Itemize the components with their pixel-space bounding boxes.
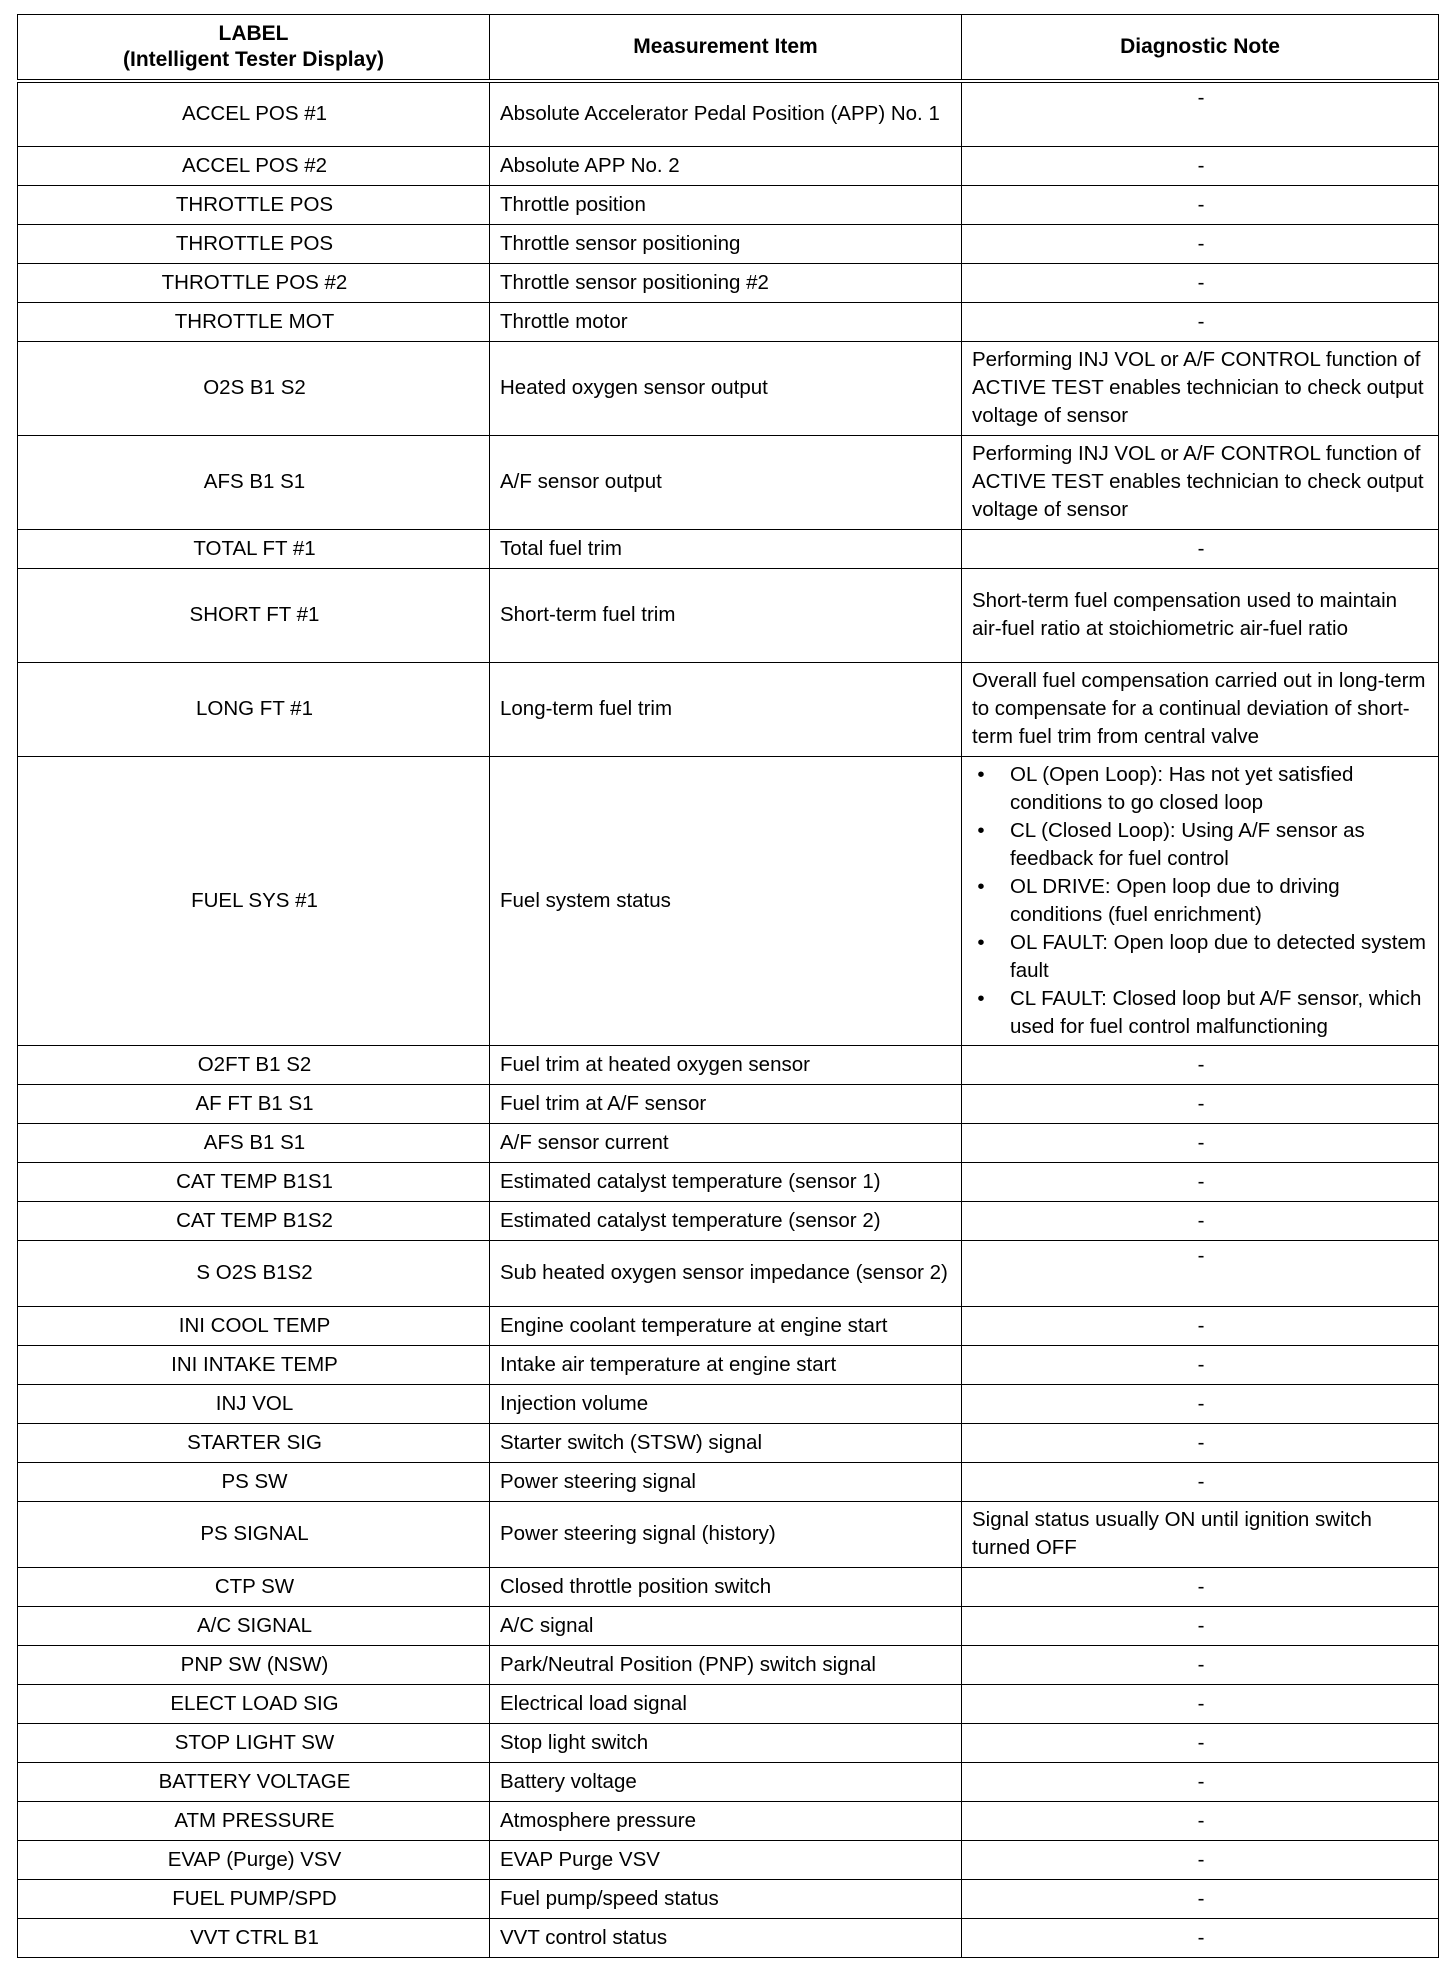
row-diagnostic-note: - bbox=[962, 1724, 1439, 1763]
row-measurement-item: Short-term fuel trim bbox=[490, 569, 962, 663]
bullet-icon: • bbox=[977, 874, 985, 898]
table-row bbox=[18, 1919, 1439, 1958]
row-diagnostic-note: - bbox=[962, 1346, 1439, 1385]
row-label: FUEL PUMP/SPD bbox=[18, 1880, 490, 1919]
table-row bbox=[18, 1085, 1439, 1124]
row-label: ACCEL POS #2 bbox=[18, 147, 490, 186]
header-label-line2: (Intelligent Tester Display) bbox=[123, 47, 384, 71]
row-diagnostic-note: - bbox=[962, 1202, 1439, 1241]
list-item-text: OL FAULT: Open loop due to detected system fault bbox=[1010, 930, 1426, 982]
list-item bbox=[972, 817, 1430, 873]
row-label: INI COOL TEMP bbox=[18, 1307, 490, 1346]
row-label: INI INTAKE TEMP bbox=[18, 1346, 490, 1385]
row-measurement-item: Closed throttle position switch bbox=[490, 1568, 962, 1607]
row-measurement-item: Battery voltage bbox=[490, 1763, 962, 1802]
table-row bbox=[18, 1502, 1439, 1568]
row-diagnostic-note: - bbox=[962, 186, 1439, 225]
row-diagnostic-note: - bbox=[962, 1646, 1439, 1685]
row-measurement-item: Throttle sensor positioning bbox=[490, 225, 962, 264]
row-label: O2FT B1 S2 bbox=[18, 1046, 490, 1085]
row-diagnostic-note: Signal status usually ON until ignition switch turned OFF bbox=[962, 1502, 1439, 1568]
row-diagnostic-note: Performing INJ VOL or A/F CONTROL function of ACTIVE TEST enables technician to check output voltage of sensor bbox=[962, 342, 1439, 436]
row-label: PNP SW (NSW) bbox=[18, 1646, 490, 1685]
row-measurement-item: Starter switch (STSW) signal bbox=[490, 1424, 962, 1463]
list-item bbox=[972, 985, 1430, 1041]
row-label: AFS B1 S1 bbox=[18, 1124, 490, 1163]
row-measurement-item: Intake air temperature at engine start bbox=[490, 1346, 962, 1385]
table-row bbox=[18, 1841, 1439, 1880]
row-measurement-item: Fuel trim at A/F sensor bbox=[490, 1085, 962, 1124]
row-label: SHORT FT #1 bbox=[18, 569, 490, 663]
row-measurement-item: Throttle motor bbox=[490, 303, 962, 342]
row-diagnostic-note: - bbox=[962, 81, 1439, 147]
table-row bbox=[18, 147, 1439, 186]
table-body bbox=[18, 81, 1439, 1958]
list-item-text: OL DRIVE: Open loop due to driving conditions (fuel enrichment) bbox=[1010, 874, 1340, 926]
header-label bbox=[18, 15, 490, 81]
row-diagnostic-note: Performing INJ VOL or A/F CONTROL function of ACTIVE TEST enables technician to check output voltage of sensor bbox=[962, 436, 1439, 530]
row-label: ACCEL POS #1 bbox=[18, 81, 490, 147]
row-measurement-item: Power steering signal (history) bbox=[490, 1502, 962, 1568]
row-diagnostic-note: - bbox=[962, 1124, 1439, 1163]
header-label-line1: LABEL bbox=[218, 21, 289, 45]
table-row bbox=[18, 569, 1439, 663]
header-diagnostic-note: Diagnostic Note bbox=[962, 15, 1439, 81]
row-label: FUEL SYS #1 bbox=[18, 757, 490, 1046]
table-row bbox=[18, 1346, 1439, 1385]
row-measurement-item: A/F sensor current bbox=[490, 1124, 962, 1163]
row-diagnostic-note: - bbox=[962, 1763, 1439, 1802]
row-measurement-item: Engine coolant temperature at engine start bbox=[490, 1307, 962, 1346]
list-item bbox=[972, 761, 1430, 817]
row-measurement-item: Sub heated oxygen sensor impedance (sensor 2) bbox=[490, 1241, 962, 1307]
row-measurement-item: Estimated catalyst temperature (sensor 2) bbox=[490, 1202, 962, 1241]
row-diagnostic-note: - bbox=[962, 1307, 1439, 1346]
table-row bbox=[18, 757, 1439, 1046]
table-row bbox=[18, 1463, 1439, 1502]
row-measurement-item: A/F sensor output bbox=[490, 436, 962, 530]
bullet-icon: • bbox=[977, 930, 985, 954]
row-label: AF FT B1 S1 bbox=[18, 1085, 490, 1124]
table-row bbox=[18, 530, 1439, 569]
table-row bbox=[18, 225, 1439, 264]
row-diagnostic-note: - bbox=[962, 1607, 1439, 1646]
row-measurement-item: Injection volume bbox=[490, 1385, 962, 1424]
row-label: BATTERY VOLTAGE bbox=[18, 1763, 490, 1802]
row-diagnostic-note: - bbox=[962, 1241, 1439, 1307]
row-diagnostic-note: - bbox=[962, 1802, 1439, 1841]
table-row bbox=[18, 81, 1439, 147]
row-label: EVAP (Purge) VSV bbox=[18, 1841, 490, 1880]
row-diagnostic-note: - bbox=[962, 1568, 1439, 1607]
row-diagnostic-note: - bbox=[962, 225, 1439, 264]
row-label: STOP LIGHT SW bbox=[18, 1724, 490, 1763]
row-measurement-item: Absolute Accelerator Pedal Position (APP) No. 1 bbox=[490, 81, 962, 147]
row-measurement-item: Atmosphere pressure bbox=[490, 1802, 962, 1841]
row-label: PS SIGNAL bbox=[18, 1502, 490, 1568]
header-measurement-item: Measurement Item bbox=[490, 15, 962, 81]
row-diagnostic-note: Short-term fuel compensation used to maintain air-fuel ratio at stoichiometric air-fuel ratio bbox=[962, 569, 1439, 663]
row-measurement-item: Throttle sensor positioning #2 bbox=[490, 264, 962, 303]
row-diagnostic-note: - bbox=[962, 1163, 1439, 1202]
row-label: ELECT LOAD SIG bbox=[18, 1685, 490, 1724]
row-measurement-item: VVT control status bbox=[490, 1919, 962, 1958]
table-row bbox=[18, 1202, 1439, 1241]
row-measurement-item: Fuel trim at heated oxygen sensor bbox=[490, 1046, 962, 1085]
row-diagnostic-note: - bbox=[962, 147, 1439, 186]
row-diagnostic-note: - bbox=[962, 1085, 1439, 1124]
table-row bbox=[18, 1802, 1439, 1841]
row-measurement-item: Park/Neutral Position (PNP) switch signal bbox=[490, 1646, 962, 1685]
table-row bbox=[18, 1307, 1439, 1346]
list-item-text: OL (Open Loop): Has not yet satisfied conditions to go closed loop bbox=[1010, 762, 1354, 814]
row-diagnostic-note: Overall fuel compensation carried out in long-term to compensate for a continual deviation of short-term fuel trim from central valve bbox=[962, 663, 1439, 757]
list-item bbox=[972, 873, 1430, 929]
table-row bbox=[18, 264, 1439, 303]
row-label: CAT TEMP B1S1 bbox=[18, 1163, 490, 1202]
row-label: INJ VOL bbox=[18, 1385, 490, 1424]
row-measurement-item: Throttle position bbox=[490, 186, 962, 225]
table-row bbox=[18, 1124, 1439, 1163]
row-label: S O2S B1S2 bbox=[18, 1241, 490, 1307]
row-diagnostic-note: - bbox=[962, 264, 1439, 303]
row-measurement-item: Estimated catalyst temperature (sensor 1) bbox=[490, 1163, 962, 1202]
row-label: VVT CTRL B1 bbox=[18, 1919, 490, 1958]
table-row bbox=[18, 342, 1439, 436]
row-label: A/C SIGNAL bbox=[18, 1607, 490, 1646]
row-diagnostic-note: - bbox=[962, 303, 1439, 342]
row-diagnostic-note: - bbox=[962, 1841, 1439, 1880]
row-label: PS SW bbox=[18, 1463, 490, 1502]
table-row bbox=[18, 1685, 1439, 1724]
row-measurement-item: EVAP Purge VSV bbox=[490, 1841, 962, 1880]
row-diagnostic-note: - bbox=[962, 1919, 1439, 1958]
row-measurement-item: Power steering signal bbox=[490, 1463, 962, 1502]
row-label: AFS B1 S1 bbox=[18, 436, 490, 530]
table-row bbox=[18, 1046, 1439, 1085]
row-label: CTP SW bbox=[18, 1568, 490, 1607]
list-item-text: CL (Closed Loop): Using A/F sensor as feedback for fuel control bbox=[1010, 818, 1365, 870]
bullet-icon: • bbox=[977, 762, 985, 786]
row-measurement-item: Fuel system status bbox=[490, 757, 962, 1046]
table-header-row bbox=[18, 15, 1439, 81]
bullet-icon: • bbox=[977, 986, 985, 1010]
table-row bbox=[18, 1385, 1439, 1424]
row-label: ATM PRESSURE bbox=[18, 1802, 490, 1841]
row-diagnostic-note: - bbox=[962, 1385, 1439, 1424]
table-row bbox=[18, 1424, 1439, 1463]
table-row bbox=[18, 1241, 1439, 1307]
table-row bbox=[18, 1568, 1439, 1607]
row-label: CAT TEMP B1S2 bbox=[18, 1202, 490, 1241]
row-diagnostic-note: - bbox=[962, 1046, 1439, 1085]
table-row bbox=[18, 1880, 1439, 1919]
row-label: O2S B1 S2 bbox=[18, 342, 490, 436]
row-label: THROTTLE POS bbox=[18, 225, 490, 264]
row-measurement-item: Total fuel trim bbox=[490, 530, 962, 569]
row-measurement-item: Absolute APP No. 2 bbox=[490, 147, 962, 186]
table-row bbox=[18, 1724, 1439, 1763]
row-diagnostic-note bbox=[962, 757, 1439, 1046]
row-diagnostic-note: - bbox=[962, 1685, 1439, 1724]
row-diagnostic-note: - bbox=[962, 1424, 1439, 1463]
row-label: LONG FT #1 bbox=[18, 663, 490, 757]
row-label: THROTTLE POS bbox=[18, 186, 490, 225]
table-row bbox=[18, 1163, 1439, 1202]
data-list-table bbox=[17, 14, 1439, 1958]
bullet-icon: • bbox=[977, 818, 985, 842]
row-measurement-item: Electrical load signal bbox=[490, 1685, 962, 1724]
table-row bbox=[18, 1763, 1439, 1802]
table-row bbox=[18, 303, 1439, 342]
table-row bbox=[18, 1607, 1439, 1646]
row-label: THROTTLE MOT bbox=[18, 303, 490, 342]
row-label: STARTER SIG bbox=[18, 1424, 490, 1463]
row-measurement-item: Stop light switch bbox=[490, 1724, 962, 1763]
list-item-text: CL FAULT: Closed loop but A/F sensor, which used for fuel control malfunctioning bbox=[1010, 986, 1422, 1038]
row-measurement-item: A/C signal bbox=[490, 1607, 962, 1646]
row-label: TOTAL FT #1 bbox=[18, 530, 490, 569]
row-diagnostic-note: - bbox=[962, 1880, 1439, 1919]
list-item bbox=[972, 929, 1430, 985]
row-measurement-item: Heated oxygen sensor output bbox=[490, 342, 962, 436]
row-measurement-item: Fuel pump/speed status bbox=[490, 1880, 962, 1919]
table-row bbox=[18, 186, 1439, 225]
table-row bbox=[18, 663, 1439, 757]
row-diagnostic-note: - bbox=[962, 530, 1439, 569]
row-measurement-item: Long-term fuel trim bbox=[490, 663, 962, 757]
row-diagnostic-note: - bbox=[962, 1463, 1439, 1502]
fuel-status-list bbox=[972, 761, 1430, 1041]
table-row bbox=[18, 1646, 1439, 1685]
table-row bbox=[18, 436, 1439, 530]
row-label: THROTTLE POS #2 bbox=[18, 264, 490, 303]
